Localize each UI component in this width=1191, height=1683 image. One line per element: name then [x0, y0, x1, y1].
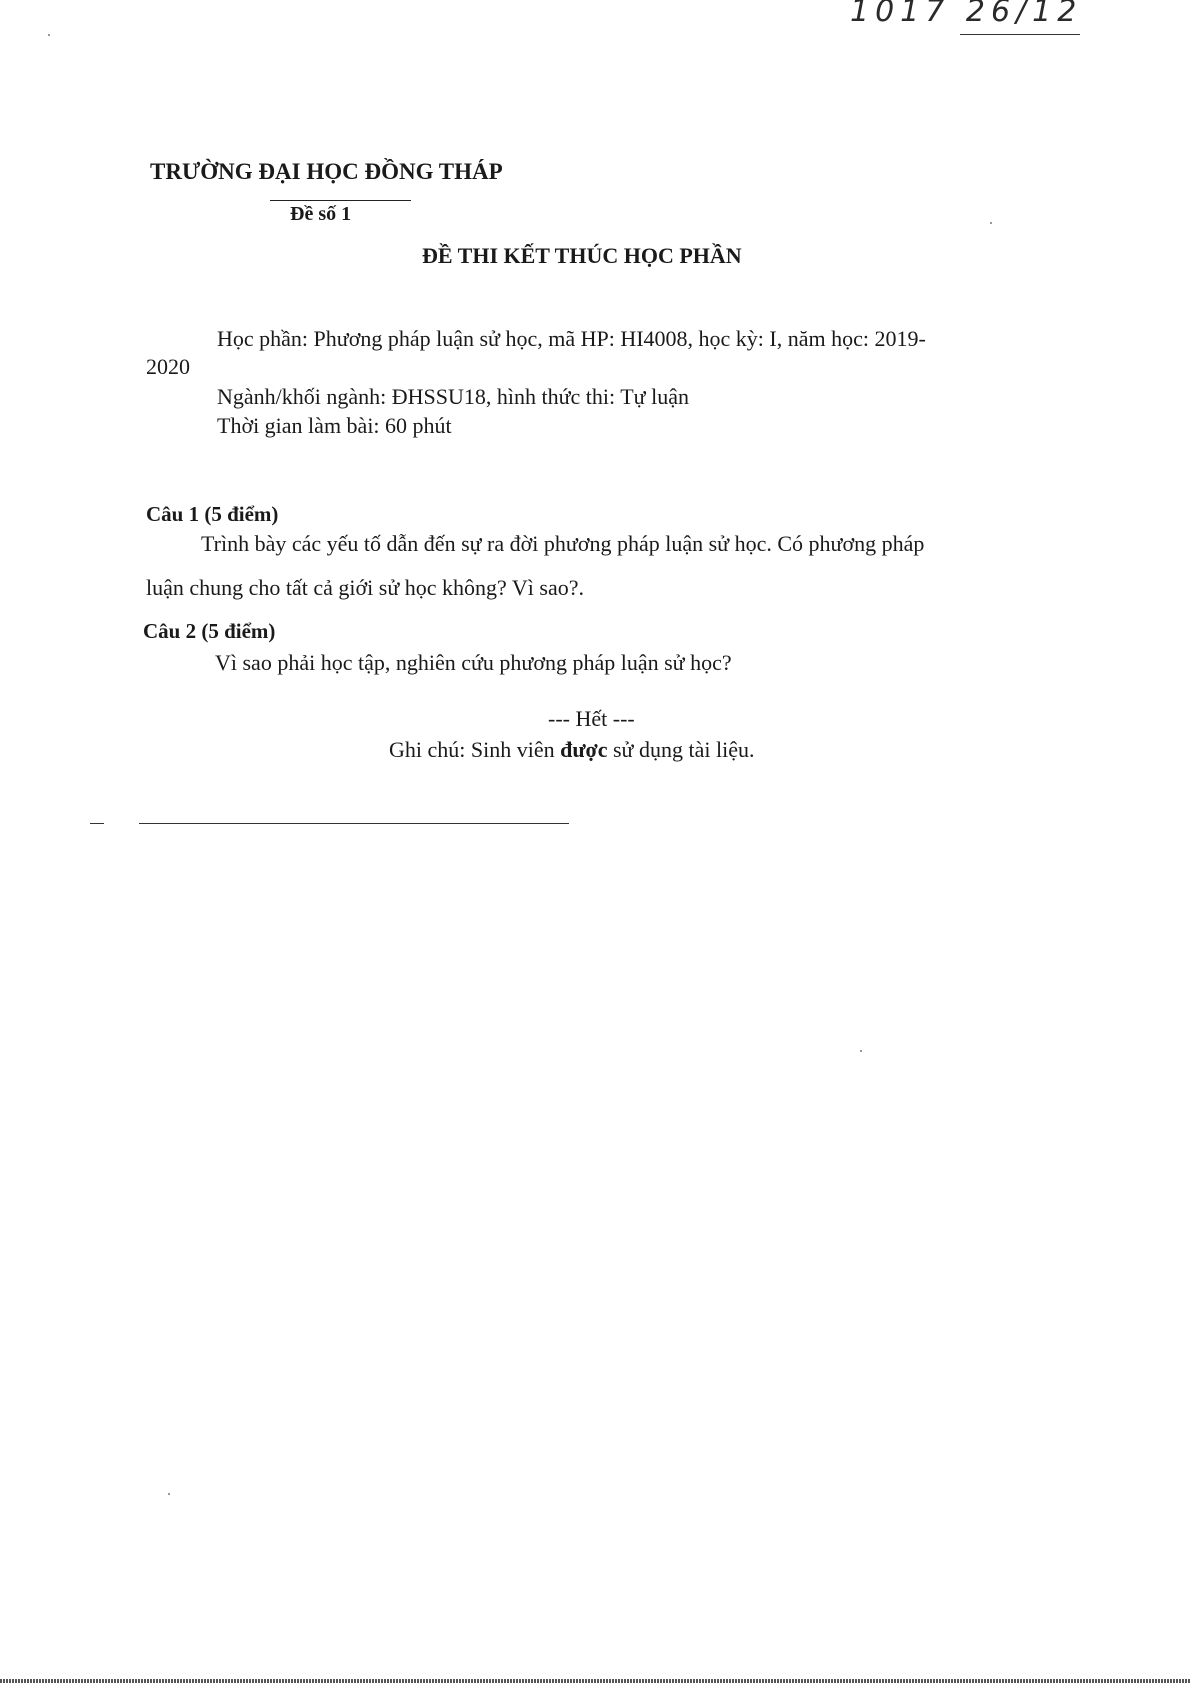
bottom-dash: [90, 823, 104, 824]
question-1-text-continued: luận chung cho tất cả giới sử học không? Vì sao?.: [146, 575, 584, 600]
question-2-text: Vì sao phải học tập, nghiên cứu phương pháp luận sử học?: [215, 650, 732, 675]
course-info-line: Học phần: Phương pháp luận sử học, mã HP: HI4008, học kỳ: I, năm học: 2019-: [217, 326, 926, 351]
handwritten-underline: [960, 34, 1080, 35]
question-1-text: Trình bày các yếu tố dẫn đến sự ra đời phương pháp luận sử học. Có phương pháp: [201, 531, 925, 556]
handwritten-note: 1017 26/12: [850, 0, 1083, 29]
scan-speck: [990, 222, 992, 224]
exam-title: ĐỀ THI KẾT THÚC HỌC PHẦN: [422, 243, 742, 268]
school-name: TRƯỜNG ĐẠI HỌC ĐỒNG THÁP: [150, 159, 503, 184]
note-suffix: sử dụng tài liệu.: [607, 737, 755, 762]
course-info-line-continued: 2020: [146, 354, 190, 379]
question-2-heading: Câu 2 (5 điểm): [143, 619, 276, 643]
note-prefix: Ghi chú: Sinh viên: [389, 737, 561, 762]
major-info-line: Ngành/khối ngành: ĐHSSU18, hình thức thi: Tự luận: [217, 384, 689, 409]
note: [389, 737, 754, 763]
scan-speck: [860, 1050, 862, 1052]
scan-speck: [48, 34, 50, 36]
question-1-heading: Câu 1 (5 điểm): [146, 502, 279, 526]
exam-number: Đề số 1: [290, 203, 352, 225]
scan-edge: [0, 1679, 1191, 1683]
end-mark: --- Hết ---: [548, 706, 635, 731]
duration-info-line: Thời gian làm bài: 60 phút: [217, 413, 452, 438]
scan-speck: [168, 1493, 170, 1495]
note-emphasis: được: [560, 737, 608, 762]
header-divider: [270, 200, 411, 201]
bottom-divider: [139, 823, 569, 824]
